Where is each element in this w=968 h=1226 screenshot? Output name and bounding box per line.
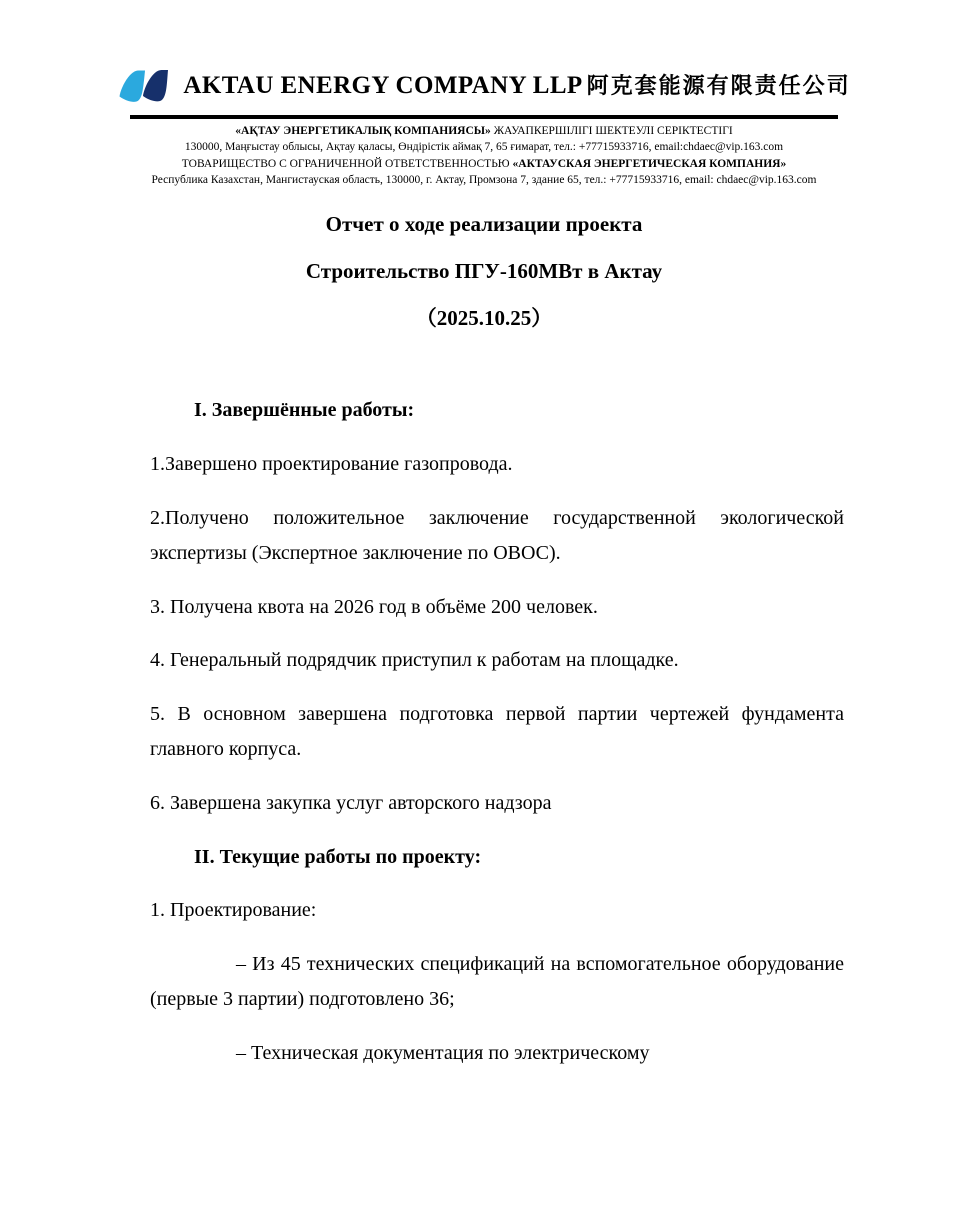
title-line-3-date: （2025.10.25） [415,306,553,331]
contact-kz-name-bold: «АҚТАУ ЭНЕРГЕТИКАЛЫҚ КОМПАНИЯСЫ» [235,125,491,137]
company-name-cn: 阿克套能源有限责任公司 [586,73,851,99]
header-divider [130,115,838,119]
brand-names [183,72,850,101]
contact-block [126,123,842,188]
section-heading-1: I. Завершённые работы: [194,399,415,422]
document-body [0,393,968,1071]
title-line-2: Строительство ПГУ-160МВт в Актау [305,259,663,284]
section-1-paragraph-2: 2.Получено положительное заключение государственной экологической экспертизы (Экспертное заключение по ОВОС). [150,506,844,565]
section-1-paragraph-1: 1.Завершено проектирование газопровода. [150,452,513,475]
contact-line-kz-address: 130000, Маңғыстау облысы, Ақтау қаласы, Өндірістік аймақ 7, 65 ғимарат, тел.: +77715933716, email:chdaec@vip.163.com [184,141,784,154]
contact-ru-name-plain: ТОВАРИЩЕСТВО С ОГРАНИЧЕННОЙ ОТВЕТСТВЕННОСТЬЮ [181,157,513,170]
section-1-paragraph-4: 4. Генеральный подрядчик приступил к работам на площадке. [150,649,679,672]
contact-kz-name-rest: ЖАУАПКЕРШІЛІГІ ШЕКТЕУЛІ СЕРІКТЕСТІГІ [490,125,733,137]
company-name-en: AKTAU ENERGY COMPANY LLP [183,71,583,99]
section-2-bullet-2: – Техническая документация по электрическому [236,1042,650,1065]
section-2-bullet-1: – Из 45 технических спецификаций на вспомогательное оборудование (первые 3 партии) подготовлено 36; [150,952,844,1011]
document-title [0,214,968,329]
section-1-paragraph-5: 5. В основном завершена подготовка первой партии чертежей фундамента главного корпуса. [150,702,844,761]
contact-line-ru-address: Республика Казахстан, Мангистауская область, 130000, г. Актау, Промзона 7, здание 65, тел.: +77715933716, email: chdaec@vip.163.com [151,173,817,186]
section-1-paragraph-3: 3. Получена квота на 2026 год в объёме 200 человек. [150,595,598,618]
aktau-energy-logo-icon [117,66,169,106]
section-1-paragraph-6: 6. Завершена закупка услуг авторского надзора [150,792,552,815]
section-2-paragraph-1: 1. Проектирование: [150,899,317,922]
contact-line-kz-name [126,123,842,139]
section-heading-2: II. Текущие работы по проекту: [194,845,482,868]
contact-ru-name-bold: «АКТАУСКАЯ ЭНЕРГЕТИЧЕСКАЯ КОМПАНИЯ» [512,157,787,170]
brand-row [0,66,968,106]
title-line-1: Отчет о ходе реализации проекта [325,212,643,237]
letterhead [0,0,968,188]
contact-line-ru-name [126,156,842,172]
